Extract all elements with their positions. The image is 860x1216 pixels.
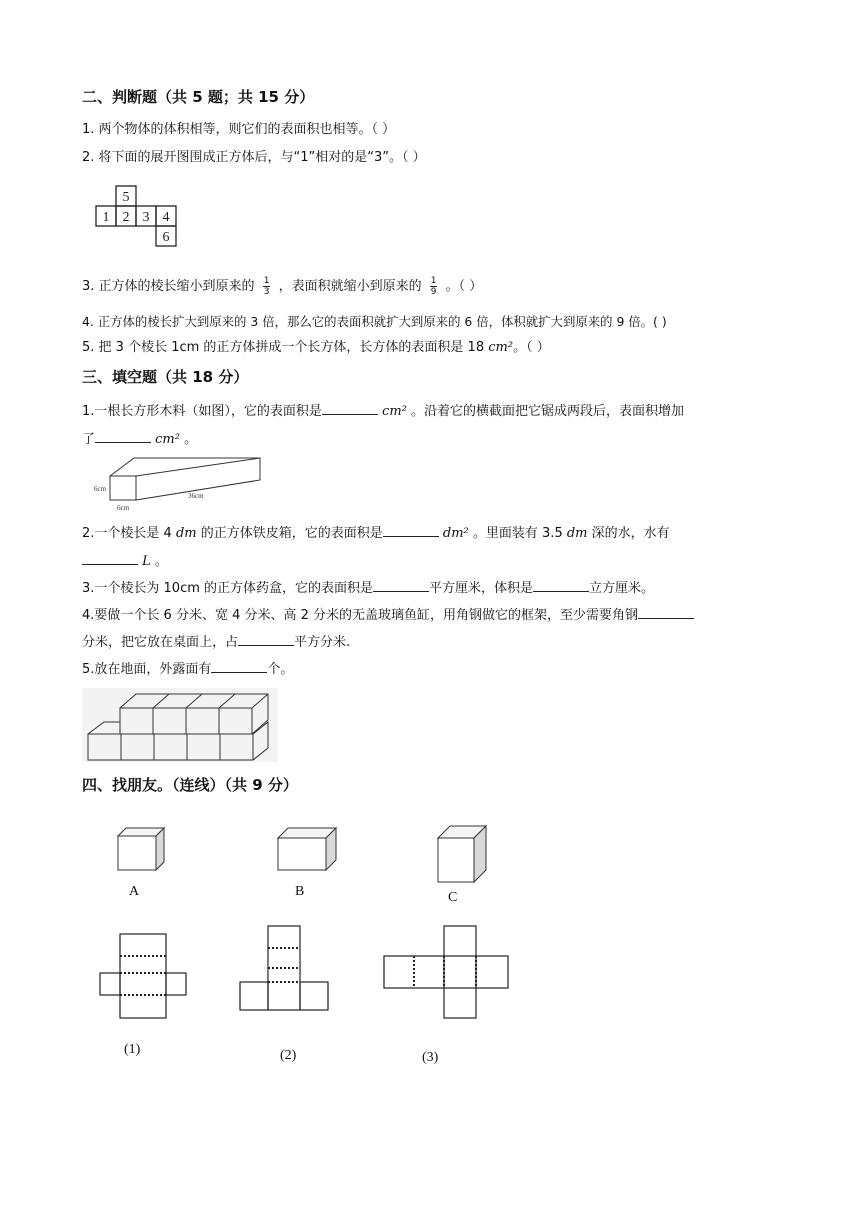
s2-question-5: [82, 338, 550, 358]
wood-label-height: 6cm: [94, 485, 107, 493]
solid-label-a: A: [129, 884, 140, 899]
section-4-title: 四、找朋友。（连线）（共 9 分）: [82, 776, 298, 794]
s3q5-text-b: 个。: [267, 662, 294, 677]
net-label-2: (2): [280, 1048, 297, 1063]
s3q2-unit2: dm²: [442, 526, 469, 541]
frac2-den: 9: [430, 287, 437, 297]
net-2: [238, 924, 332, 1012]
q3-text-a: 3. 正方体的棱长缩小到原来的: [82, 279, 255, 294]
q5-text-a: 5. 把 3 个棱长 1cm 的正方体拼成一个长方体，长方体的表面积是 18: [82, 340, 489, 355]
solid-b-cuboid: [270, 822, 342, 874]
solid-a-cube: [110, 822, 170, 874]
s3q2-text-e: 。: [154, 554, 168, 569]
s3q1-unit2: cm²: [155, 432, 180, 447]
wood-prism-svg: [90, 454, 266, 514]
q3-text-c: 。（ ）: [445, 279, 483, 294]
net-3: [382, 924, 510, 1020]
net-digit-2: 2: [122, 210, 130, 225]
q3-text-b: ，表面积就缩小到原来的: [278, 279, 422, 294]
net-label-3: (3): [422, 1050, 439, 1065]
answer-blank[interactable]: [373, 577, 429, 592]
section-3-title: 三、填空题（共 18 分）: [82, 368, 249, 386]
s3q2-unit3: dm: [566, 526, 588, 541]
s2-question-1: 1. 两个物体的体积相等，则它们的表面积也相等。（ ）: [82, 122, 396, 137]
frac1-num: 1: [263, 276, 270, 286]
s3-question-5: [82, 658, 293, 680]
cube-net-figure: [92, 184, 182, 250]
net-label-1: (1): [124, 1042, 141, 1057]
s3q4-text-c: 平方分米.: [294, 635, 351, 650]
s3q2-unit4: L: [142, 554, 151, 569]
s3q3-text-c: 立方厘米。: [589, 581, 655, 596]
solid-b-svg: [270, 822, 342, 874]
s3q3-text-a: 3.一个棱长为 10cm 的正方体药盒，它的表面积是: [82, 581, 374, 596]
solid-label-c: C: [448, 890, 458, 905]
s3-question-1-line1: [82, 400, 684, 422]
s2-question-2: 2. 将下面的展开图围成正方体后，与“1”相对的是“3”。（ ）: [82, 150, 426, 165]
fraction-one-third: [263, 276, 271, 297]
s3q1-text-a: 1.一根长方形木料（如图），它的表面积是: [82, 404, 322, 419]
s3-question-1-line2: [82, 428, 197, 450]
s3q2-text-b: 的正方体铁皮箱，它的表面积是: [196, 526, 383, 541]
s3q1-unit1: cm²: [382, 404, 407, 419]
answer-blank[interactable]: [211, 658, 267, 673]
answer-blank[interactable]: [533, 577, 589, 592]
frac2-num: 1: [430, 276, 437, 286]
s2-question-3: [82, 276, 482, 297]
s3q2-text-a: 2.一个棱长是 4: [82, 526, 176, 541]
s3q4-text-b: 分米，把它放在桌面上，占: [82, 635, 239, 650]
s3q1-text-d: 。: [184, 432, 198, 447]
net-digit-5: 5: [122, 190, 130, 205]
net-3-svg: [382, 924, 510, 1020]
cube-net-svg: [92, 184, 182, 250]
net-1-svg: [98, 932, 190, 1020]
q5-text-b: 。（ ）: [513, 340, 550, 355]
answer-blank[interactable]: [238, 631, 294, 646]
stacked-cubes-figure: [82, 688, 278, 762]
s3q1-text-c: 了: [82, 432, 96, 447]
solid-c-cuboid: [430, 822, 492, 886]
answer-blank[interactable]: [322, 400, 378, 415]
s3q2-text-c: 。里面装有 3.5: [472, 526, 567, 541]
solid-label-b: B: [295, 884, 305, 899]
s3-question-2-line1: [82, 522, 670, 544]
answer-blank[interactable]: [638, 604, 694, 619]
answer-blank[interactable]: [383, 522, 439, 537]
q5-unit: cm²: [488, 340, 514, 355]
wood-label-width: 6cm: [117, 504, 130, 512]
s3q2-text-d: 深的水，水有: [587, 526, 670, 541]
answer-blank[interactable]: [82, 550, 138, 565]
s3q5-text-a: 5.放在地面，外露面有: [82, 662, 212, 677]
s3-question-2-line2: [82, 550, 168, 572]
solid-c-svg: [430, 822, 492, 886]
net-1: [98, 932, 190, 1020]
net-digit-3: 3: [142, 210, 150, 225]
solid-a-svg: [110, 822, 170, 874]
stacked-cubes-svg: [82, 688, 278, 762]
s3q1-text-b: 。沿着它的横截面把它锯成两段后，表面积增加: [411, 404, 685, 419]
s3q3-text-b: 平方厘米，体积是: [429, 581, 534, 596]
net-digit-6: 6: [162, 230, 170, 245]
s3-question-4-line2: [82, 631, 350, 653]
s3q2-unit1: dm: [175, 526, 197, 541]
wood-prism-figure: [90, 454, 266, 514]
wood-label-length: 36cm: [188, 492, 204, 500]
net-2-svg: [238, 924, 332, 1012]
s3-question-3: [82, 577, 654, 599]
net-digit-4: 4: [162, 210, 170, 225]
section-2-title: 二、判断题（共 5 题；共 15 分）: [82, 88, 315, 106]
s3q4-text-a: 4.要做一个长 6 分米、宽 4 分米、高 2 分米的无盖玻璃鱼缸，用角钢做它的框架，至少需要角钢: [82, 608, 639, 623]
answer-blank[interactable]: [95, 428, 151, 443]
s2-question-4: 4. 正方体的棱长扩大到原来的 3 倍，那么它的表面积就扩大到原来的 6 倍，体积就扩大到原来的 9 倍。( ): [82, 314, 667, 329]
frac1-den: 3: [263, 287, 270, 297]
net-digit-1: 1: [102, 210, 110, 225]
fraction-one-ninth: [430, 276, 438, 297]
s3-question-4-line1: [82, 604, 694, 626]
